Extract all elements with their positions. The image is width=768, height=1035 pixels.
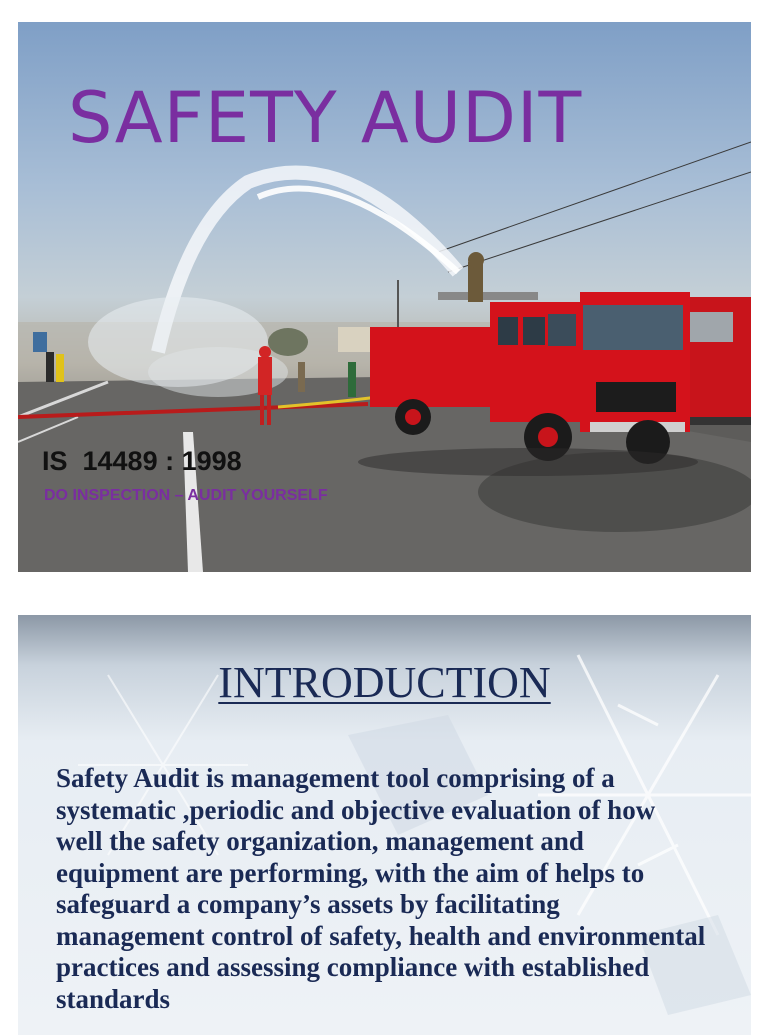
- slide-subtitle: DO INSPECTION – AUDIT YOURSELF: [44, 487, 328, 504]
- standard-code: IS 14489 : 1998: [42, 446, 242, 476]
- slide-heading-text: INTRODUCTION: [218, 658, 551, 707]
- slide-body-paragraph: Safety Audit is management tool comprising of a systematic ,periodic and objective evaluation of how well the safety organization, management and equipment are performing, with the aim of helps to safeguard a company’s assets by facilitating management control of safety, health and environmental practices and assessing compliance with established standards: [56, 763, 706, 1014]
- slide-title: SAFETY AUDIT: [68, 77, 583, 159]
- title-slide: [18, 22, 751, 572]
- slide-heading: [18, 657, 751, 708]
- introduction-slide: [18, 615, 751, 1035]
